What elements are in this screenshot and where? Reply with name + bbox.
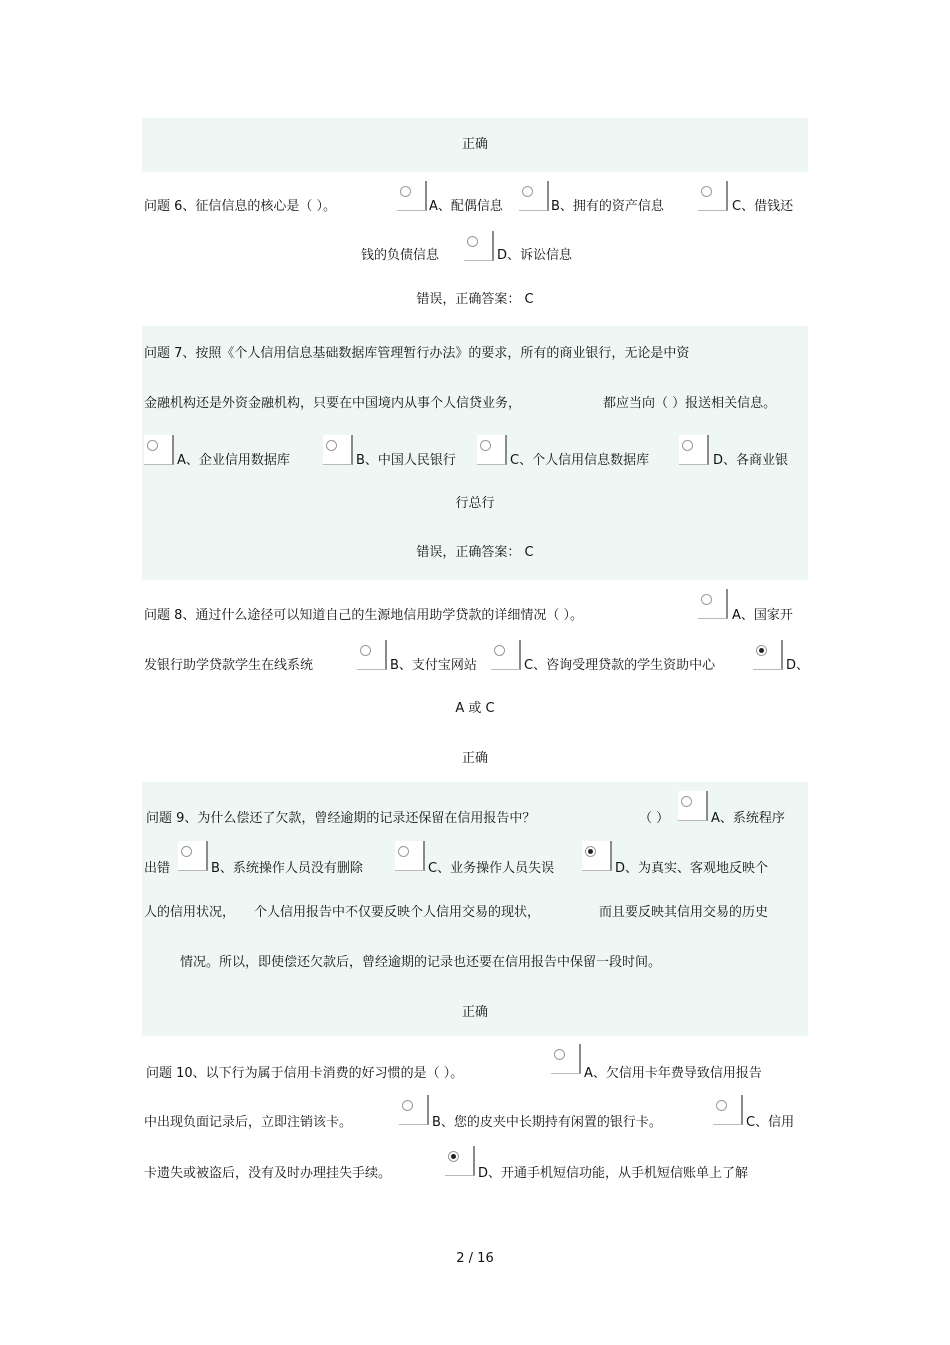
q6-radio-c[interactable] [698, 181, 728, 211]
q9-option-b: B、系统操作人员没有删除 [211, 861, 363, 876]
q6-radio-d[interactable] [464, 231, 494, 261]
q10-option-a-cont: 中出现负面记录后，立即注销该卡。 [144, 1115, 353, 1130]
q9-option-d: D、为真实、客观地反映个 [615, 861, 769, 876]
quiz-sheet [142, 118, 808, 1190]
q8-option-d-cont: A 或 C [455, 701, 495, 716]
q8-option-c: C、咨询受理贷款的学生资助中心 [524, 658, 716, 673]
q7-radio-a[interactable] [144, 435, 174, 465]
q8-radio-d[interactable] [753, 640, 783, 670]
q9-line3a: 人的信用状况， [144, 905, 236, 920]
q9-line4: 情况。所以，即使偿还欠款后，曾经逾期的记录也还要在信用报告中保留一段时间。 [180, 955, 662, 970]
q9-radio-d[interactable] [582, 841, 612, 871]
q6-radio-a[interactable] [397, 181, 427, 211]
q6-option-a: A、配偶信息 [429, 199, 503, 214]
q8-option-a: A、国家开 [732, 608, 793, 623]
q7-result: 错误，正确答案： C [416, 545, 534, 560]
q10-stem: 问题 10、以下行为属于信用卡消费的好习惯的是（ ）。 [146, 1066, 464, 1081]
q7-option-a: A、企业信用数据库 [177, 453, 290, 468]
q9-line3c: 而且要反映其信用交易的历史 [599, 905, 769, 920]
q6-option-b: B、拥有的资产信息 [551, 199, 664, 214]
q8-option-a-cont: 发银行助学贷款学生在线系统 [144, 658, 314, 673]
q6-result: 错误，正确答案： C [416, 292, 534, 307]
q9-radio-a[interactable] [678, 791, 708, 821]
q10-option-b: B、您的皮夹中长期持有闲置的银行卡。 [432, 1115, 662, 1130]
q7-stem-line2b: 都应当向（ ）报送相关信息。 [603, 396, 777, 411]
q8-option-b: B、支付宝网站 [390, 658, 477, 673]
q6-radio-b[interactable] [519, 181, 549, 211]
q7-radio-d[interactable] [679, 435, 709, 465]
q8-stem: 问题 8、通过什么途径可以知道自己的生源地信用助学贷款的详细情况（ ）。 [144, 608, 584, 623]
q9-stem: 问题 9、为什么偿还了欠款，曾经逾期的记录还保留在信用报告中？ [146, 811, 536, 826]
q8-radio-b[interactable] [357, 640, 387, 670]
q6-option-c-cont: 钱的负债信息 [361, 248, 440, 263]
q10-radio-b[interactable] [399, 1095, 429, 1125]
q7-stem-line1: 问题 7、按照《个人信用信息基础数据库管理暂行办法》的要求，所有的商业银行，无论是中资 [144, 346, 690, 361]
q8-option-d: D、 [786, 658, 810, 673]
q6-option-c: C、借钱还 [732, 199, 794, 214]
q10-radio-a[interactable] [551, 1044, 581, 1074]
q9-radio-b[interactable] [178, 841, 208, 871]
q7-stem-line2: 金融机构还是外资金融机构，只要在中国境内从事个人信贷业务， [144, 396, 522, 411]
q9-option-c: C、业务操作人员失误 [428, 861, 555, 876]
q9-option-a-cont: 出错 [144, 861, 171, 876]
q10-radio-c[interactable] [713, 1095, 743, 1125]
q7-option-c: C、个人信用信息数据库 [510, 453, 650, 468]
q7-option-d-cont: 行总行 [455, 496, 495, 511]
q7-radio-c[interactable] [477, 435, 507, 465]
q10-option-c: C、信用 [746, 1115, 795, 1130]
q6-stem: 问题 6、征信信息的核心是（ ）。 [144, 199, 337, 214]
q8-result: 正确 [461, 751, 488, 766]
q10-option-c-cont: 卡遗失或被盗后，没有及时办理挂失手续。 [144, 1166, 392, 1181]
q9-paren: （ ） [639, 811, 670, 826]
q9-line3b: 个人信用报告中不仅要反映个人信用交易的现状， [254, 905, 541, 920]
q6-option-d: D、诉讼信息 [497, 248, 573, 263]
q10-option-a: A、欠信用卡年费导致信用报告 [584, 1066, 762, 1081]
q7-option-b: B、中国人民银行 [356, 453, 456, 468]
q8-radio-c[interactable] [491, 640, 521, 670]
q9-radio-c[interactable] [395, 841, 425, 871]
q8-radio-a[interactable] [698, 589, 728, 619]
q7-radio-b[interactable] [323, 435, 353, 465]
q5-result: 正确 [461, 137, 488, 152]
q9-option-a: A、系统程序 [711, 811, 785, 826]
q10-option-d: D、开通手机短信功能，从手机短信账单上了解 [478, 1166, 749, 1181]
q9-result: 正确 [461, 1005, 488, 1020]
page-number: 2 / 16 [456, 1251, 494, 1266]
q7-option-d: D、各商业银 [713, 453, 789, 468]
q10-radio-d[interactable] [445, 1146, 475, 1176]
